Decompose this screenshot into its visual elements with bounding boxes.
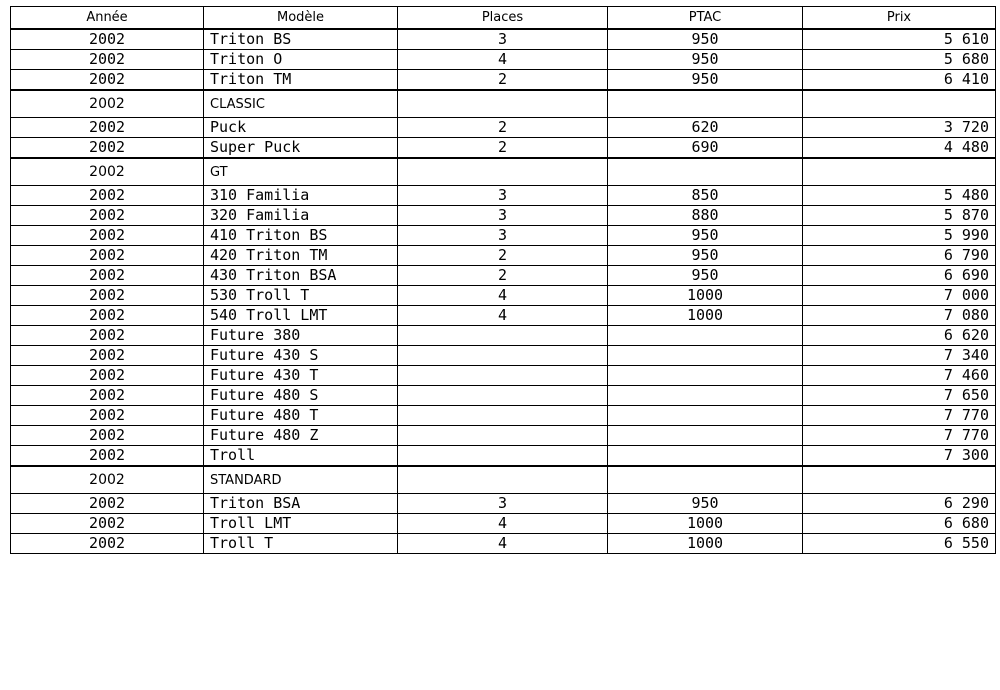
cell-places [398,426,608,446]
cell-price: 7 300 [803,446,996,467]
cell-model: Triton O [204,50,398,70]
cell-places [398,90,608,118]
cell-ptac: 950 [608,266,803,286]
cell-year: 2002 [11,346,204,366]
cell-price: 7 460 [803,366,996,386]
cell-year: 2002 [11,466,204,494]
table-row [11,29,996,50]
cell-ptac: 620 [608,118,803,138]
cell-price: 7 080 [803,306,996,326]
cell-ptac: 1000 [608,514,803,534]
table-row [11,306,996,326]
cell-model: Future 380 [204,326,398,346]
cell-places [398,466,608,494]
cell-ptac: 950 [608,246,803,266]
cell-model: 310 Familia [204,186,398,206]
cell-year: 2002 [11,138,204,159]
cell-ptac [608,158,803,186]
cell-ptac: 950 [608,29,803,50]
cell-model: 540 Troll LMT [204,306,398,326]
cell-places [398,446,608,467]
cell-year: 2002 [11,266,204,286]
cell-year: 2002 [11,206,204,226]
cell-year: 2002 [11,246,204,266]
cell-ptac: 1000 [608,306,803,326]
cell-ptac: 950 [608,50,803,70]
cell-price: 7 650 [803,386,996,406]
cell-price: 6 690 [803,266,996,286]
cell-year: 2002 [11,386,204,406]
cell-price [803,90,996,118]
cell-places: 2 [398,118,608,138]
cell-price: 7 340 [803,346,996,366]
table-row [11,346,996,366]
cell-model: 530 Troll T [204,286,398,306]
cell-places [398,326,608,346]
cell-ptac: 880 [608,206,803,226]
cell-price: 5 680 [803,50,996,70]
cell-year: 2002 [11,426,204,446]
table-body [11,29,996,554]
cell-year: 2002 [11,118,204,138]
table-row [11,514,996,534]
cell-ptac [608,406,803,426]
cell-year: 2002 [11,534,204,554]
cell-model: GT [204,158,398,186]
header-price: Prix [803,7,996,30]
table-row [11,534,996,554]
table-row [11,266,996,286]
cell-year: 2002 [11,406,204,426]
cell-model: Future 430 T [204,366,398,386]
cell-model: Future 430 S [204,346,398,366]
cell-places: 4 [398,306,608,326]
header-row [11,7,996,30]
cell-model: Triton TM [204,70,398,91]
cell-year: 2002 [11,306,204,326]
cell-year: 2002 [11,326,204,346]
table-row [11,226,996,246]
cell-ptac: 1000 [608,286,803,306]
cell-price: 6 550 [803,534,996,554]
header-model: Modèle [204,7,398,30]
cell-price: 7 770 [803,406,996,426]
cell-places: 3 [398,206,608,226]
cell-year: 2002 [11,29,204,50]
cell-price [803,158,996,186]
cell-year: 2002 [11,226,204,246]
cell-year: 2002 [11,70,204,91]
cell-places [398,386,608,406]
section-row [11,90,996,118]
cell-price: 7 000 [803,286,996,306]
cell-model: Puck [204,118,398,138]
table-row [11,138,996,159]
table-row [11,206,996,226]
cell-model: 430 Triton BSA [204,266,398,286]
table-row [11,246,996,266]
cell-places: 4 [398,50,608,70]
cell-ptac: 950 [608,226,803,246]
cell-ptac: 1000 [608,534,803,554]
cell-price: 6 290 [803,494,996,514]
cell-price: 5 990 [803,226,996,246]
section-row [11,466,996,494]
cell-places: 3 [398,494,608,514]
cell-ptac [608,386,803,406]
cell-places: 3 [398,29,608,50]
cell-ptac [608,426,803,446]
cell-year: 2002 [11,158,204,186]
cell-price: 3 720 [803,118,996,138]
cell-year: 2002 [11,286,204,306]
table-row [11,426,996,446]
cell-year: 2002 [11,446,204,467]
cell-year: 2002 [11,366,204,386]
cell-places: 4 [398,514,608,534]
cell-places: 4 [398,534,608,554]
cell-price: 6 410 [803,70,996,91]
header-year: Année [11,7,204,30]
table-row [11,286,996,306]
cell-price: 5 480 [803,186,996,206]
cell-year: 2002 [11,90,204,118]
cell-places: 3 [398,186,608,206]
header-places: Places [398,7,608,30]
cell-model: Future 480 S [204,386,398,406]
cell-ptac [608,346,803,366]
cell-year: 2002 [11,494,204,514]
cell-ptac: 950 [608,70,803,91]
table-row [11,446,996,467]
cell-places [398,366,608,386]
cell-places: 2 [398,266,608,286]
section-row [11,158,996,186]
cell-model: CLASSIC [204,90,398,118]
cell-places: 2 [398,246,608,266]
cell-model: Troll T [204,534,398,554]
cell-places [398,158,608,186]
cell-price [803,466,996,494]
cell-model: Triton BS [204,29,398,50]
cell-model: STANDARD [204,466,398,494]
cell-price: 5 870 [803,206,996,226]
cell-places: 3 [398,226,608,246]
cell-year: 2002 [11,514,204,534]
cell-model: Triton BSA [204,494,398,514]
cell-model: 320 Familia [204,206,398,226]
cell-ptac [608,326,803,346]
table-row [11,50,996,70]
table-row [11,386,996,406]
cell-places: 4 [398,286,608,306]
cell-places [398,346,608,366]
cell-model: Troll LMT [204,514,398,534]
cell-ptac [608,90,803,118]
cell-model: Future 480 Z [204,426,398,446]
cell-price: 6 620 [803,326,996,346]
cell-places: 2 [398,70,608,91]
table-row [11,118,996,138]
cell-places [398,406,608,426]
cell-places: 2 [398,138,608,159]
price-table [10,6,996,554]
cell-ptac [608,366,803,386]
cell-ptac: 690 [608,138,803,159]
cell-ptac [608,446,803,467]
cell-ptac: 850 [608,186,803,206]
cell-ptac [608,466,803,494]
header-ptac: PTAC [608,7,803,30]
cell-price: 6 790 [803,246,996,266]
cell-year: 2002 [11,186,204,206]
cell-price: 6 680 [803,514,996,534]
cell-model: 410 Triton BS [204,226,398,246]
cell-ptac: 950 [608,494,803,514]
table-row [11,494,996,514]
table-row [11,186,996,206]
cell-model: Future 480 T [204,406,398,426]
cell-model: Troll [204,446,398,467]
cell-price: 7 770 [803,426,996,446]
cell-model: Super Puck [204,138,398,159]
table-row [11,406,996,426]
cell-price: 4 480 [803,138,996,159]
cell-model: 420 Triton TM [204,246,398,266]
cell-price: 5 610 [803,29,996,50]
table-row [11,366,996,386]
cell-year: 2002 [11,50,204,70]
table-row [11,326,996,346]
table-row [11,70,996,91]
